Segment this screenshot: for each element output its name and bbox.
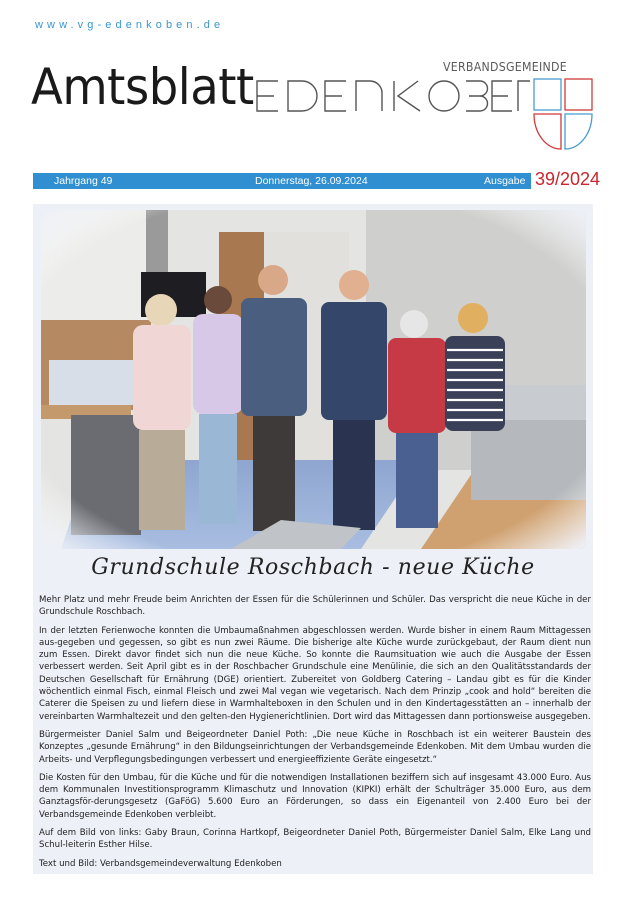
issue-number: 39/2024 [535,169,601,189]
website-url[interactable]: www.vg-edenkoben.de [35,19,225,31]
article-paragraph: Die Kosten für den Umbau, für die Küche und für die notwendigen Installationen beziffern sich auf insgesamt 43.000 Euro. Aus dem Kommunalen Investitionsprogramm Klimaschutz und Innovation (KIPKI) erhält der Schulträger 35.000 Euro, aus dem Ganztagsför-derungsgesetz (GaFöG) 5.600 Euro an Förderungen, so dass ein Eigenanteil von 2.400 Euro bei der Verbandsgemeinde Edenkoben verbleibt. [39,772,591,820]
municipality-label: VERBANDSGEMEINDE [443,59,567,74]
article-paragraph: Mehr Platz und mehr Freude beim Anrichten der Essen für die Schülerinnen und Schüler. Das verspricht die neue Küche in der Grundschule Roschbach. [39,595,591,618]
article-credit: Text und Bild: Verbandsgemeindeverwaltung Edenkoben [39,858,282,869]
article-paragraph: In der letzten Ferienwoche konnten die Umbaumaßnahmen abgeschlossen werden. Wurde bisher in einem Raum Mittagessen aus-gegeben und gegessen, so gibt es nun zwei Räume. Die bisherige alte Küche wurde zurückgebaut, der Raum dient nun zum Essen. Direkt davor findet sich nun die neue Küche. So konnte die Raumsituation wie auch die Ausgabe der Essen verbessert werden. Seit April gibt es in der Roschbacher Grundschule eine Menülinie, die sich an den Qualitätsstandards der Deutschen Gesellschaft für Ernährung (DGE) orientiert. Zubereitet von Goldberg Catering – Landau gibt es für die Kinder wöchentlich einmal Fisch, einmal Fleisch und zwei Mal vegan wie vegetarisch. Nach dem Prinzip „cook and hold“ bereiten die Caterer die Speisen zu und liefern diese in Warmhalteboxen in den Schulen und in den Kindertagesstätten an – innerhalb der vereinbarten Warmhaltezeit und den gelten-den Hygienerichtlinien. Dort wird das Mittagessen dann portionsweise ausgegeben. [39,625,591,722]
photo-caption: Auf dem Bild von links: Gaby Braun, Corinna Hartkopf, Beigeordneter Daniel Poth, Bürgermeister Daniel Salm, Elke Lang und Schul-leiterin Esther Hilse. [39,828,591,851]
coat-of-arms-icon [533,78,593,150]
masthead-title: Amtsblatt [31,58,254,116]
article-title: Grundschule Roschbach - neue Küche [91,555,535,580]
info-bar [33,173,531,189]
issue-label: Ausgabe [484,174,526,187]
municipality-name-logo [254,79,532,113]
kitchen-group-photo [41,210,586,549]
article-panel [33,204,593,874]
article-paragraph: Bürgermeister Daniel Salm und Beigeordneter Daniel Poth: „Die neue Küche in Roschbach ist ein weiterer Baustein des Konzeptes „gesunde Ernährung“ in den Bildungseinrichtungen der Verbandsgemeinde Edenkoben. Mit dem Umbau wurden die Arbeits- und Verpflegungsbedingungen verbessert und energieeffiziente Geräte eingesetzt.“ [39,729,591,765]
issue-date: Donnerstag, 26.09.2024 [255,174,368,187]
volume-label: Jahrgang 49 [54,174,113,187]
article-body [39,594,591,876]
